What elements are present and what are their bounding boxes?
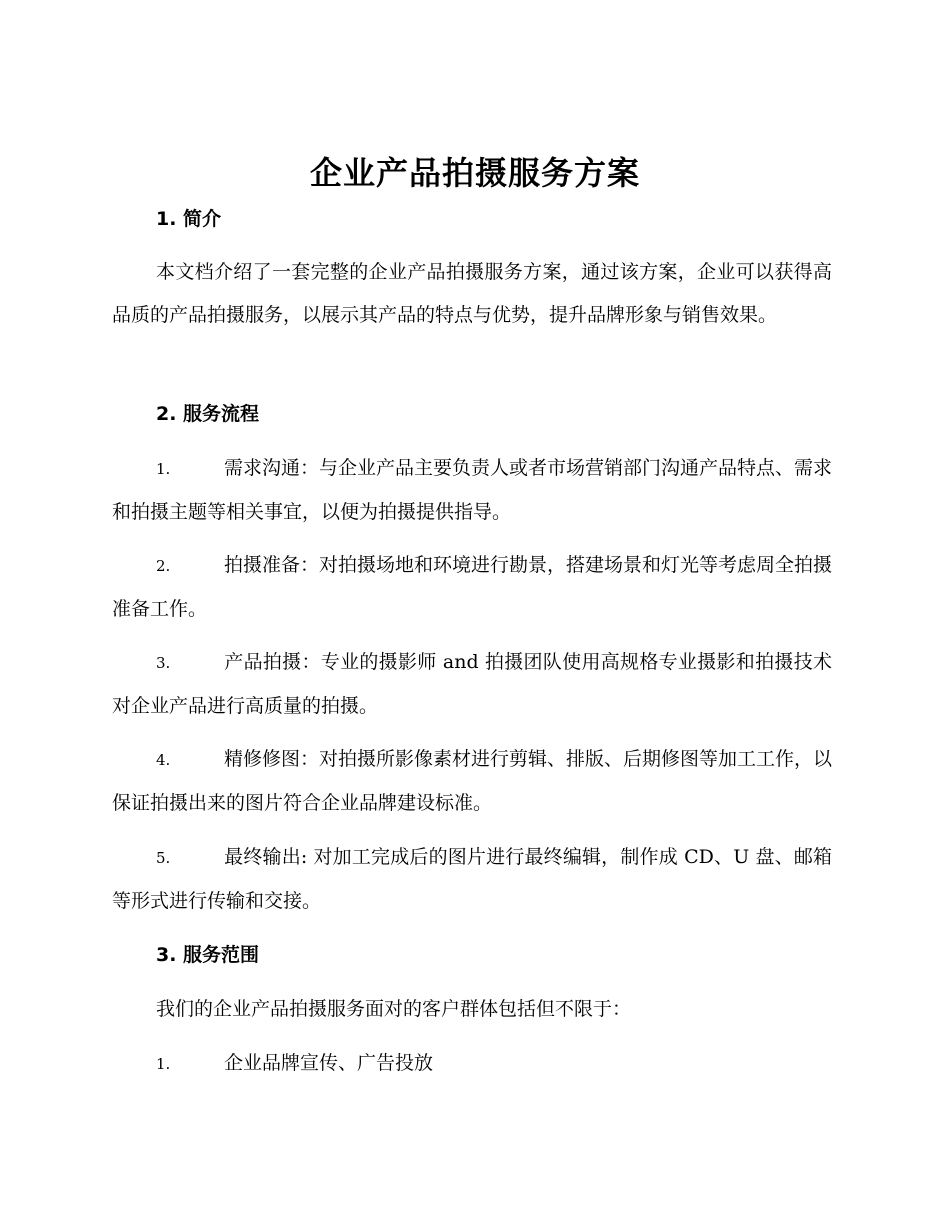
section-heading-intro: 1. 简介 [156,208,222,230]
process-list-item [112,641,832,728]
document-title: 企业产品拍摄服务方案 [309,154,640,192]
process-list-item [112,836,832,923]
list-item-text: 拍摄准备：对拍摄场地和环境进行勘景，搭建场景和灯光等考虑周全拍摄准备工作。 [112,554,833,620]
intro-paragraph: 本文档介绍了一套完整的企业产品拍摄服务方案，通过该方案，企业可以获得高品质的产品拍摄服务，以展示其产品的特点与优势，提升品牌形象与销售效果。 [112,261,832,326]
list-item-number: 4. [156,751,171,769]
list-item-text: 企业品牌宣传、广告投放 [224,1052,434,1074]
list-item-number: 1. [156,460,171,478]
list-item-text: 产品拍摄：专业的摄影师 and 拍摄团队使用高规格专业摄影和拍摄技术对企业产品进行高质量的拍摄。 [112,651,832,717]
list-item-number: 2. [156,557,171,575]
process-list-item [112,447,832,534]
list-item-text: 最终输出: 对加工完成后的图片进行最终编辑，制作成 CD、U 盘、邮箱等形式进行传输和交接。 [112,846,832,912]
section-heading-process: 2. 服务流程 [156,403,260,425]
list-item-text: 精修修图：对拍摄所影像素材进行剪辑、排版、后期修图等加工工作，以保证拍摄出来的图片符合企业品牌建设标准。 [112,748,833,814]
list-item-number: 3. [156,654,171,672]
list-item-text: 需求沟通：与企业产品主要负责人或者市场营销部门沟通产品特点、需求和拍摄主题等相关事宜，以便为拍摄提供指导。 [112,457,833,523]
process-list-item [112,544,832,631]
list-item-number: 1. [156,1055,171,1073]
scope-paragraph: 我们的企业产品拍摄服务面对的客户群体包括但不限于： [156,998,632,1020]
process-list-item [112,738,832,825]
list-item-number: 5. [156,849,171,867]
scope-list-item [112,1042,832,1086]
section-heading-scope: 3. 服务范围 [156,944,260,966]
